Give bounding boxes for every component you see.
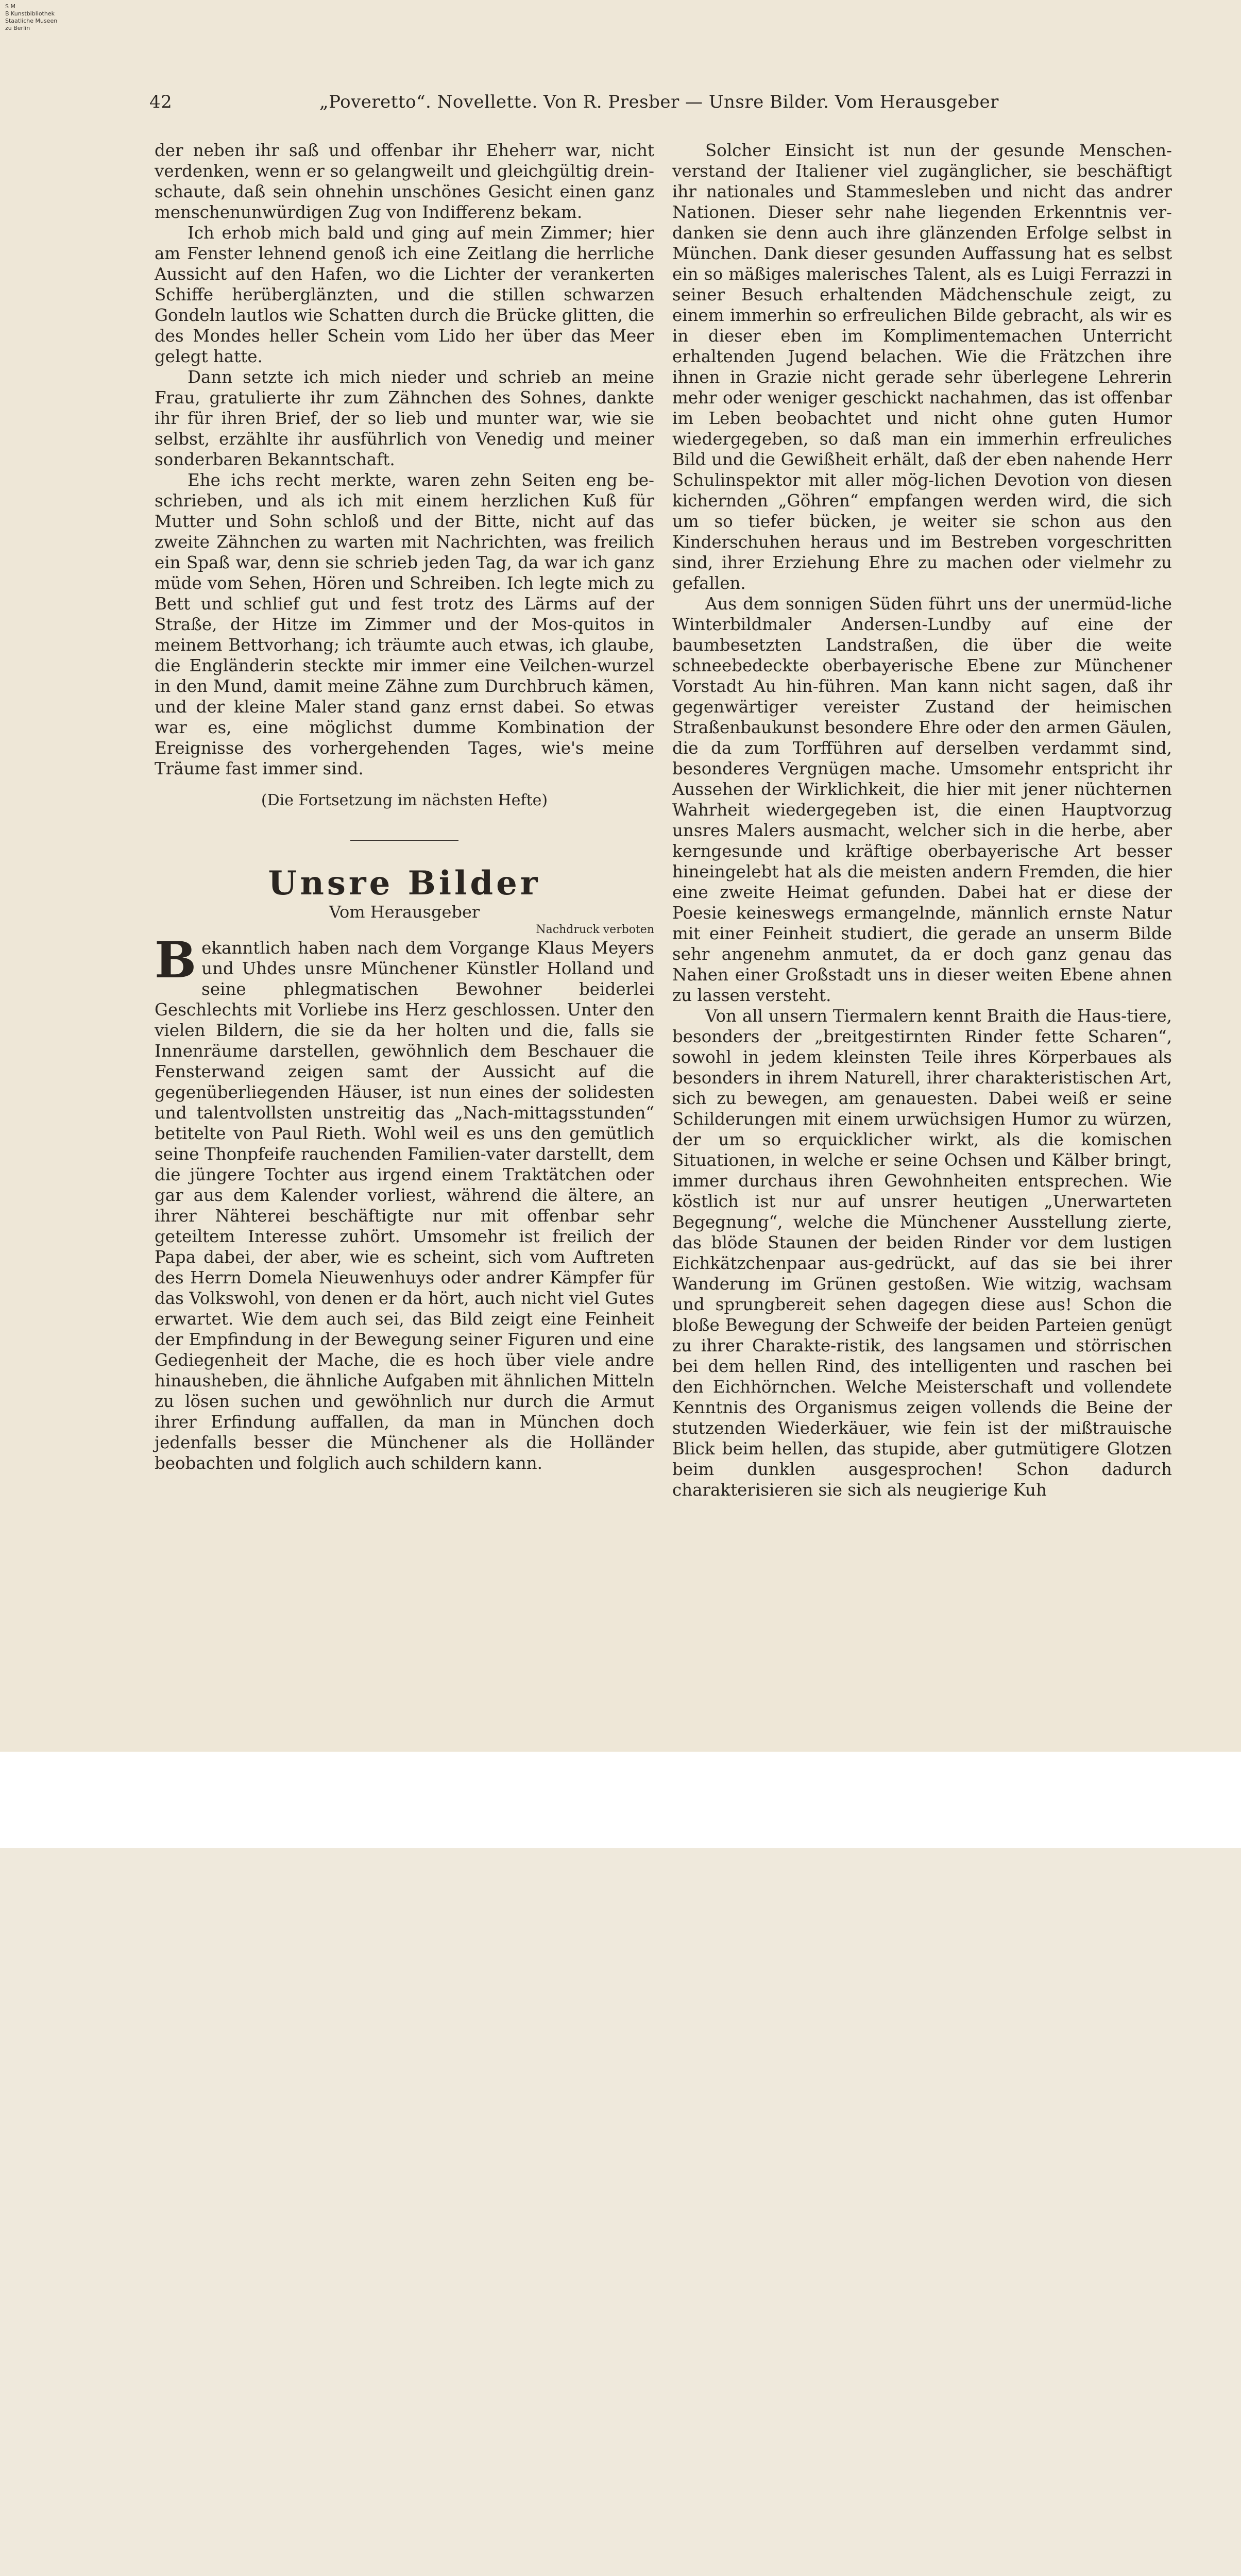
paragraph: Ich erhob mich bald und ging auf mein Zimmer; hier am Fenster lehnend genoß ich eine Zeitlang die herrliche Aussicht auf den Hafen, wo die Lichter der verankerten Schiffe herüberglänzten, und die stillen schwarzen Gondeln lautlos wie Schatten durch die Brücke glitten, die des Mondes heller Schein vom Lido her über das Meer gelegt hatte. (155, 223, 654, 366)
running-title: „Poveretto“. Novellette. Von R. Presber — Unsre Bilder. Vom Herausgeber (319, 92, 999, 112)
section-title: Unsre Bilder (268, 864, 541, 903)
paragraph: Ehe ichs recht merkte, waren zehn Seiten eng be-schrieben, und als ich mit einem herzlichen Kuß für Mutter und Sohn schloß und der Bitte, nicht auf das zweite Zähnchen zu warten mit Nachrichten, was freilich ein Spaß war, denn sie schrieb jeden Tag, da war ich ganz müde vom Sehen, Hören und Schreiben. Ich legte mich zu Bett und schlief gut und fest trotz des Lärms auf der Straße, der Hitze im Zimmer und der Mos-quitos in meinem Bettvorhang; ich träumte auch etwas, ich glaube, die Engländerin steckte mir immer eine Veilchen-wurzel in den Mund, damit meine Zähne zum Durchbruch kämen, und der kleine Maler stand ganz ernst dabei. So etwas war es, eine möglichst dumme Kombination der Ereignisse des vorhergehenden Tages, wie's meine Träume fast immer sind. (155, 470, 654, 778)
paragraph: Aus dem sonnigen Süden führt uns der unermüd-liche Winterbildmaler Andersen-Lundby auf eine der baumbesetzten Landstraßen, die über die weite schneebedeckte oberbayerische Ebene zur Münchener Vorstadt Au hin-führen. Man kann nicht sagen, daß ihr gegenwärtiger vereister Zustand der heimischen Straßenbaukunst besondere Ehre oder den armen Gäulen, die da zum Torfführen auf derselben verdammt sind, besonderes Vergnügen mache. Umsomehr entspricht ihr Aussehen der Wirklichkeit, die hier mit jener nüchternen Wahrheit wiedergegeben ist, die einen Hauptvorzug unsres Malers ausmacht, welcher sich in die herbe, aber kerngesunde und kräftige oberbayerische Art besser hineingelebt hat als die meisten andern Fremden, die hier eine zweite Heimat gefunden. Dabei hat er diese der Poesie keineswegs ermangelnde, männlich ernste Natur mit einer Feinheit studiert, die gerade an unserm Bilde sehr angenehm anmutet, da er doch ganz genau das Nahen einer Großstadt uns in dieser weiten Ebene ahnen zu lassen versteht. (672, 594, 1172, 1005)
paragraph: der neben ihr saß und offenbar ihr Eheherr war, nicht verdenken, wenn er so gelangweilt und gleichgültig drein-schaute, daß sein ohnehin unschönes Gesicht einen ganz menschenunwürdigen Zug von Indifferenz bekam. (155, 141, 654, 222)
paragraph: Von all unsern Tiermalern kennt Braith die Haus-tiere, besonders der „breitgestirnten Rinder fette Scharen“, sowohl in jedem kleinsten Teile ihres Körperbaues als besonders in ihrem Naturell, ihrer charakteristischen Art, sich zu bewegen, am genauesten. Dabei weiß er seine Schilderungen mit einem urwüchsigen Humor zu würzen, der um so erquicklicher wirkt, als die komischen Situationen, in welche er seine Ochsen und Kälber bringt, immer durchaus ihren Gewohnheiten entsprechen. Wie köstlich ist nur auf unsrer heutigen „Unerwarteten Begegnung“, welche die Münchener Ausstellung zierte, das blöde Staunen der beiden Rinder vor dem lustigen Eichkätzchenpaar aus-gedrückt, auf das sie bei ihrer Wanderung im Grünen gestoßen. Wie witzig, wachsam und sprungbereit sehen dagegen diese aus! Schon die bloße Bewegung der Schweife der beiden Parteien genügt zu ihrer Charakte-ristik, des langsamen und störrischen bei dem hellen Rind, des intelligenten und raschen bei den Eichhörnchen. Welche Meisterschaft und vollendete Kenntnis des Organismus zeigen vollends die Beine der stutzenden Wiederkäuer, wie fein ist der mißtrauische Blick beim hellen, das stupide, aber gutmütigere Glotzen beim dunklen ausgesprochen! Schon dadurch charakterisieren sie sich als neugierige Kuh (672, 1006, 1172, 1500)
stamp-line: zu Berlin (5, 25, 30, 31)
footer-bar (0, 1752, 1241, 1848)
reprint-notice: Nachdruck verboten (536, 923, 654, 936)
section-subtitle: Vom Herausgeber (329, 902, 480, 922)
paragraph: Solcher Einsicht ist nun der gesunde Menschen-verstand der Italiener viel zugänglicher, sie beschäftigt ihr nationales und Stammesleben und nicht das andrer Nationen. Dieser sehr nahe liegenden Erkenntnis ver-danken sie denn auch ihre glänzenden Erfolge selbst in München. Dank dieser gesunden Auffassung hat es selbst ein so mäßiges malerisches Talent, als es Luigi Ferrazzi in seiner Besuch erhaltenden Mädchenschule zeigt, zu einem immerhin so erfreulichen Bilde gebracht, als wir es in dieser eben im Komplimentemachen Unterricht erhaltenden Jugend belachen. Wie die Frätzchen ihre ihnen in Grazie nicht gerade sehr überlegene Lehrerin mehr oder weniger geschickt nachahmen, das ist offenbar im Leben beobachtet und nicht ohne guten Humor wiedergegeben, so daß man ein immerhin erfreuliches Bild und die Gewißheit erhält, daß der eben nahende Herr Schulinspektor mit aller mög-lichen Devotion von diesen kichernden „Göhren“ empfangen werden wird, die sich um so tiefer bücken, je weiter sie schon aus den Kinderschuhen heraus und im Bestreben vorgeschritten sind, ihrer Erziehung Ehre zu machen oder vielmehr zu gefallen. (672, 141, 1172, 593)
page-number: 42 (149, 92, 173, 112)
paragraph-text: ekanntlich haben nach dem Vorgange Klaus Meyers und Uhdes unsre Münchener Künstler Holland und seine phlegmatischen Bewohner beiderlei Geschlechts mit Vorliebe ins Herz geschlossen. Unter den vielen Bildern, die sie da her holten und die, falls sie Innenräume darstellen, gewöhnlich dem Beschauer die Fensterwand zeigen samt der Aussicht auf die gegenüberliegenden Häuser, ist nun eines der solidesten und talentvollsten unstreitig das „Nach-mittagsstunden“ betitelte von Paul Rieth. Wohl weil es uns den gemütlich seine Thonpfeife rauchenden Familien-vater darstellt, dem die jüngere Tochter aus irgend einem Traktätchen oder gar aus dem Kalender vorliest, während die ältere, an ihrer Nähterei beschäftigte nur mit offenbar sehr geteiltem Interesse zuhört. Umsomehr ist freilich der Papa dabei, der aber, wie es scheint, sich vom Auftreten des Herrn Domela Nieuwenhuys oder andrer Kämpfer für das Volkswohl, von denen er da hört, auch nicht viel Gutes erwartet. Wie dem auch sei, das Bild zeigt eine Feinheit der Empfindung in der Bewegung seiner Figuren und eine Gediegenheit der Mache, die es hoch über viele andre hinausheben, die ähnliche Aufgaben mit ähnlichen Mitteln zu lösen suchen und gewöhnlich nur durch die Armut ihrer Erfindung auffallen, da man in München doch jedenfalls besser die Münchener als die Holländer beobachten und folglich auch schildern kann. (155, 938, 654, 1473)
stamp-line: Staatliche Museen (5, 18, 58, 24)
running-header (149, 88, 1154, 118)
paragraph (155, 931, 654, 1473)
paragraph: Dann setzte ich mich nieder und schrieb an meine Frau, gratulierte ihr zum Zähnchen des Sohnes, dankte ihr für ihren Brief, der so lieb und munter war, wie sie selbst, erzählte ihr ausführlich von Venedig und meiner sonderbaren Bekanntschaft. (155, 367, 654, 469)
drop-cap: B (155, 931, 197, 989)
library-stamp (5, 3, 88, 32)
continuation-note: (Die Fortsetzung im nächsten Hefte) (261, 791, 548, 809)
right-column (672, 140, 1172, 1500)
section-divider (350, 840, 458, 841)
stamp-line: B Kunstbibliothek (5, 10, 55, 17)
left-column (155, 140, 654, 1473)
stamp-line: S M (5, 3, 15, 10)
